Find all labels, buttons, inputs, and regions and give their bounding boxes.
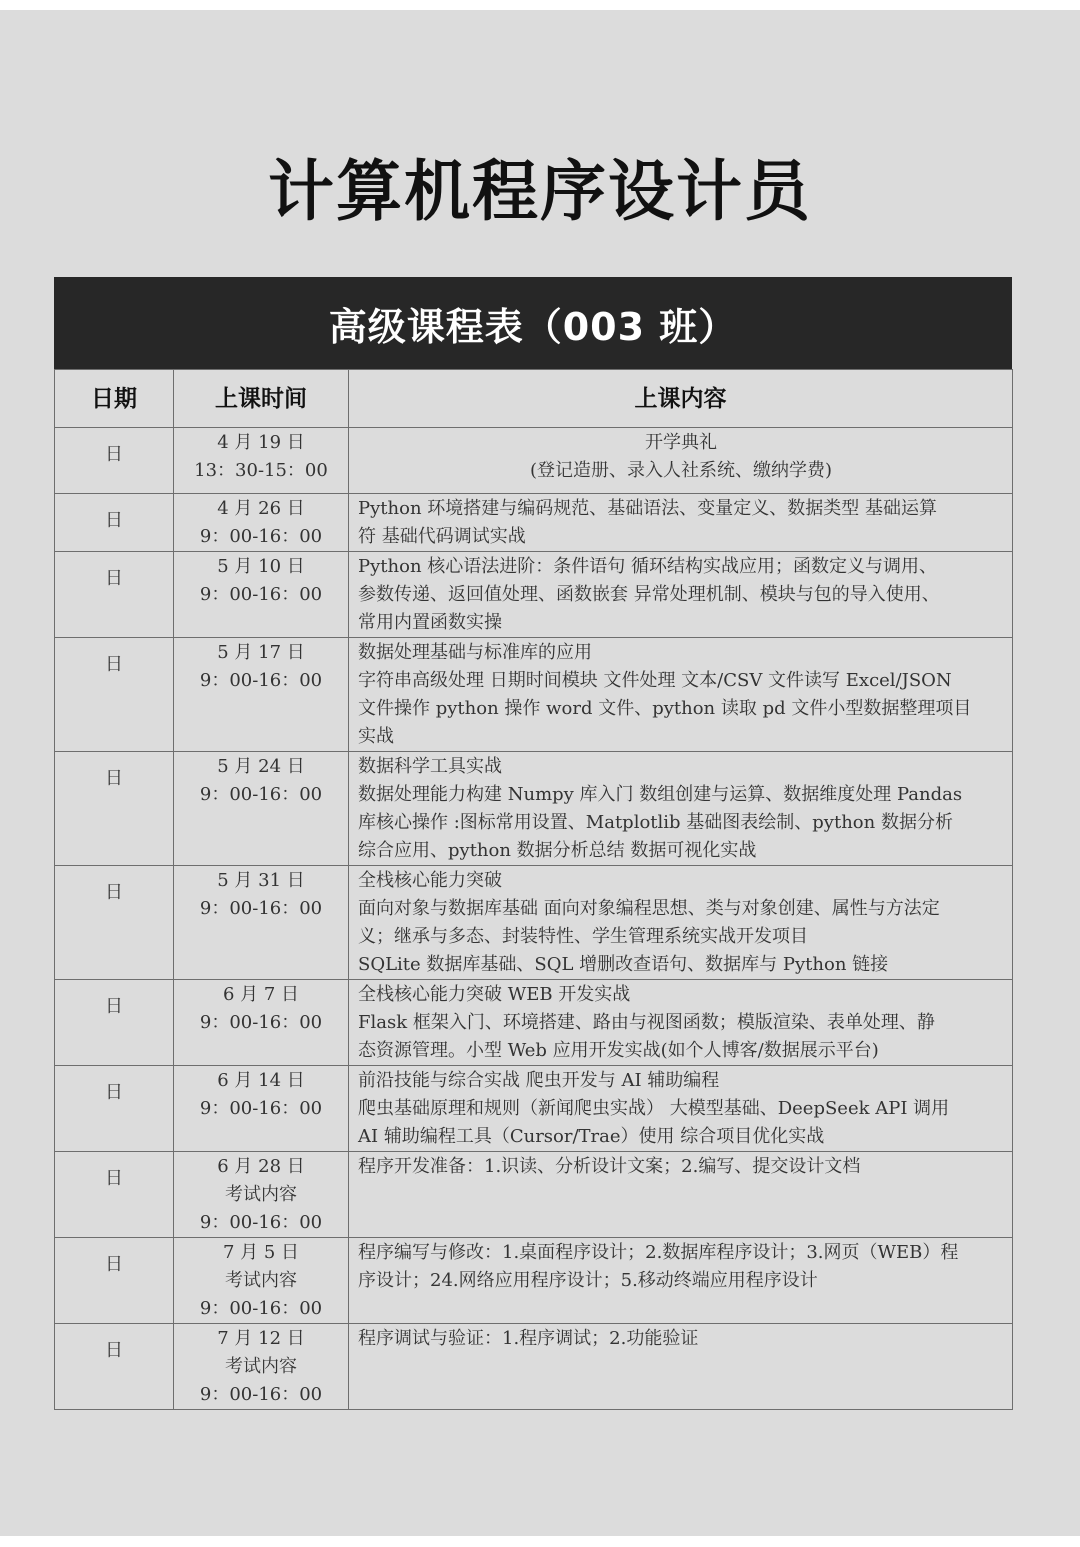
schedule-table bbox=[54, 369, 1013, 1410]
cell-content bbox=[349, 752, 1013, 866]
time-line: 7 月 12 日 bbox=[217, 1328, 305, 1349]
cell-day: 日 bbox=[55, 494, 174, 552]
content-line: 全栈核心能力突破 WEB 开发实战 bbox=[358, 984, 631, 1005]
time-line: 5 月 10 日 bbox=[217, 556, 305, 577]
content-line: AI 辅助编程工具（Cursor/Trae）使用 综合项目优化实战 bbox=[358, 1126, 825, 1147]
time-line: 6 月 14 日 bbox=[217, 1070, 305, 1091]
content-line: 库核心操作 :图标常用设置、Matplotlib 基础图表绘制、python 数据分析 bbox=[358, 812, 953, 833]
content-line: 字符串高级处理 日期时间模块 文件处理 文本/CSV 文件读写 Excel/JSON bbox=[358, 670, 952, 691]
page-title: 计算机程序设计员 bbox=[268, 153, 812, 230]
column-header-content: 上课内容 bbox=[349, 370, 1013, 428]
cell-day: 日 bbox=[55, 752, 174, 866]
time-line: 4 月 26 日 bbox=[217, 498, 305, 519]
cell-content bbox=[349, 494, 1013, 552]
content-line: 实战 bbox=[358, 726, 394, 747]
content-line: (登记造册、录入人社系统、缴纳学费) bbox=[529, 460, 833, 481]
time-line: 9：00-16：00 bbox=[199, 1298, 323, 1319]
cell-time bbox=[174, 1238, 349, 1324]
content-line: 数据处理基础与标准库的应用 bbox=[358, 642, 592, 663]
cell-day: 日 bbox=[55, 866, 174, 980]
cell-time bbox=[174, 980, 349, 1066]
content-line: 符 基础代码调试实战 bbox=[358, 526, 526, 547]
cell-time bbox=[174, 428, 349, 494]
content-line: 全栈核心能力突破 bbox=[358, 870, 502, 891]
column-header-date: 日期 bbox=[55, 370, 174, 428]
content-line: 爬虫基础原理和规则（新闻爬虫实战） 大模型基础、DeepSeek API 调用 bbox=[358, 1098, 950, 1119]
table-row bbox=[55, 1238, 1013, 1324]
content-line: 态资源管理。小型 Web 应用开发实战(如个人博客/数据展示平台) bbox=[358, 1040, 879, 1061]
page bbox=[0, 10, 1080, 1536]
cell-time bbox=[174, 494, 349, 552]
time-line: 9：00-16：00 bbox=[199, 670, 323, 691]
cell-content bbox=[349, 638, 1013, 752]
cell-content bbox=[349, 866, 1013, 980]
time-line: 考试内容 bbox=[225, 1184, 297, 1205]
cell-day: 日 bbox=[55, 1324, 174, 1410]
time-line: 9：00-16：00 bbox=[199, 898, 323, 919]
table-row bbox=[55, 866, 1013, 980]
time-line: 9：00-16：00 bbox=[199, 1098, 323, 1119]
table-row bbox=[55, 494, 1013, 552]
content-line: 参数传递、返回值处理、函数嵌套 异常处理机制、模块与包的导入使用、 bbox=[358, 584, 940, 605]
cell-content bbox=[349, 1152, 1013, 1238]
table-row bbox=[55, 1066, 1013, 1152]
table-row bbox=[55, 1324, 1013, 1410]
time-line: 9：00-16：00 bbox=[199, 1212, 323, 1233]
time-line: 5 月 17 日 bbox=[217, 642, 305, 663]
table-body bbox=[55, 428, 1013, 1410]
time-line: 9：00-16：00 bbox=[199, 1012, 323, 1033]
time-line: 6 月 7 日 bbox=[222, 984, 300, 1005]
time-line: 9：00-16：00 bbox=[199, 784, 323, 805]
column-header-time: 上课时间 bbox=[174, 370, 349, 428]
cell-content bbox=[349, 552, 1013, 638]
content-line: 义；继承与多态、封装特性、学生管理系统实战开发项目 bbox=[358, 926, 808, 947]
cell-content bbox=[349, 1238, 1013, 1324]
table-row bbox=[55, 428, 1013, 494]
cell-time bbox=[174, 552, 349, 638]
cell-day: 日 bbox=[55, 1152, 174, 1238]
cell-content bbox=[349, 1066, 1013, 1152]
time-line: 5 月 24 日 bbox=[217, 756, 305, 777]
cell-day: 日 bbox=[55, 980, 174, 1066]
time-line: 6 月 28 日 bbox=[217, 1156, 305, 1177]
content-line: 数据科学工具实战 bbox=[358, 756, 502, 777]
content-line: 程序编写与修改：1.桌面程序设计；2.数据库程序设计；3.网页（WEB）程 bbox=[358, 1242, 959, 1263]
cell-time bbox=[174, 1152, 349, 1238]
cell-time bbox=[174, 752, 349, 866]
content-line: 常用内置函数实操 bbox=[358, 612, 502, 633]
content-line: 综合应用、python 数据分析总结 数据可视化实战 bbox=[358, 840, 757, 861]
time-line: 4 月 19 日 bbox=[217, 432, 305, 453]
time-line: 考试内容 bbox=[225, 1270, 297, 1291]
content-line: 数据处理能力构建 Numpy 库入门 数组创建与运算、数据维度处理 Pandas bbox=[358, 784, 963, 805]
time-line: 5 月 31 日 bbox=[217, 870, 305, 891]
content-line: 前沿技能与综合实战 爬虫开发与 AI 辅助编程 bbox=[358, 1070, 720, 1091]
table-row bbox=[55, 638, 1013, 752]
table-header-row bbox=[55, 370, 1013, 428]
table-row bbox=[55, 552, 1013, 638]
table-row bbox=[55, 752, 1013, 866]
content-line: Python 核心语法进阶：条件语句 循环结构实战应用；函数定义与调用、 bbox=[358, 556, 937, 577]
content-line: Flask 框架入门、环境搭建、路由与视图函数；模版渲染、表单处理、静 bbox=[358, 1012, 935, 1033]
content-line: 面向对象与数据库基础 面向对象编程思想、类与对象创建、属性与方法定 bbox=[358, 898, 940, 919]
schedule-table-container bbox=[54, 277, 1012, 1410]
content-line: SQLite 数据库基础、SQL 增删改查语句、数据库与 Python 链接 bbox=[358, 954, 889, 975]
content-line: Python 环境搭建与编码规范、基础语法、变量定义、数据类型 基础运算 bbox=[358, 498, 937, 519]
cell-day: 日 bbox=[55, 1238, 174, 1324]
cell-time bbox=[174, 866, 349, 980]
cell-content bbox=[349, 980, 1013, 1066]
cell-day: 日 bbox=[55, 638, 174, 752]
time-line: 9：00-16：00 bbox=[199, 1384, 323, 1405]
content-line: 开学典礼 bbox=[645, 432, 717, 453]
time-line: 7 月 5 日 bbox=[222, 1242, 300, 1263]
content-line: 程序调试与验证：1.程序调试；2.功能验证 bbox=[358, 1328, 699, 1349]
cell-time bbox=[174, 1066, 349, 1152]
time-line: 考试内容 bbox=[225, 1356, 297, 1377]
table-row bbox=[55, 980, 1013, 1066]
table-row bbox=[55, 1152, 1013, 1238]
time-line: 9：00-16：00 bbox=[199, 584, 323, 605]
cell-time bbox=[174, 638, 349, 752]
time-line: 13：30-15：00 bbox=[194, 460, 328, 481]
schedule-table-title: 高级课程表（003 班） bbox=[54, 277, 1012, 369]
content-line: 程序开发准备：1.识读、分析设计文案；2.编写、提交设计文档 bbox=[358, 1156, 861, 1177]
cell-time bbox=[174, 1324, 349, 1410]
cell-day: 日 bbox=[55, 1066, 174, 1152]
cell-content bbox=[349, 1324, 1013, 1410]
content-line: 序设计；24.网络应用程序设计；5.移动终端应用程序设计 bbox=[358, 1270, 818, 1291]
time-line: 9：00-16：00 bbox=[199, 526, 323, 547]
cell-day: 日 bbox=[55, 552, 174, 638]
content-line: 文件操作 python 操作 word 文件、python 读取 pd 文件小型数据整理项目 bbox=[358, 698, 972, 719]
cell-day: 日 bbox=[55, 428, 174, 494]
cell-content bbox=[349, 428, 1013, 494]
